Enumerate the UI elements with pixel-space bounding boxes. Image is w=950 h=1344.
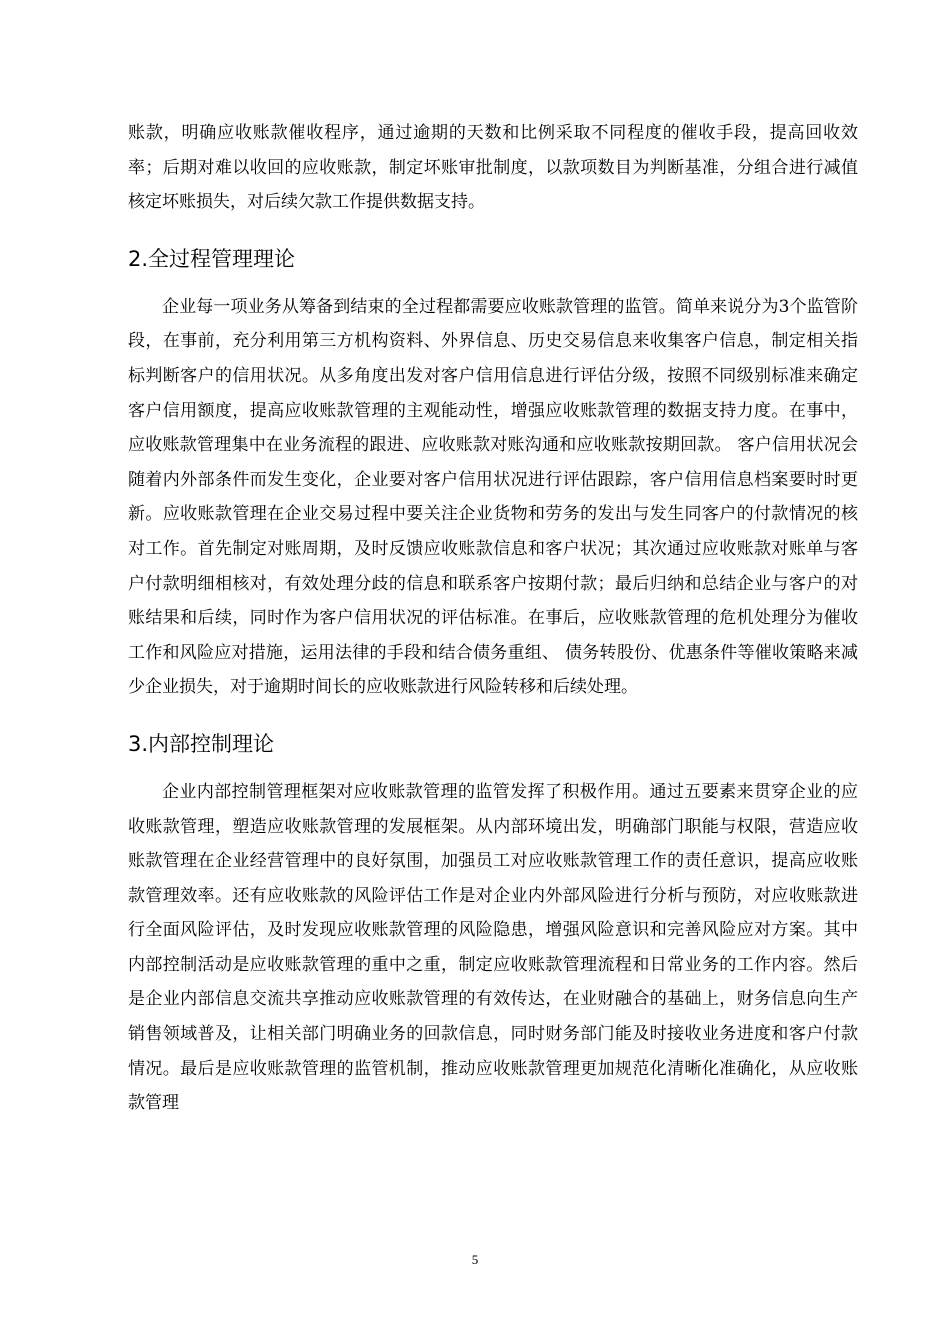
- page-number: 5: [471, 1252, 479, 1267]
- body-paragraph-continued: 账款，明确应收账款催收程序，通过逾期的天数和比例采取不同程度的催收手段，提高回收效率；后期对难以收回的应收账款，制定坏账审批制度，以款项数目为判断基准，分组合进行减值核定坏账损失，对后续欠款工作提供数据支持。: [128, 123, 858, 213]
- body-paragraph-full-process: 企业每一项业务从筹备到结束的全过程都需要应收账款管理的监管。简单来说分为3个监管阶段，在事前，充分利用第三方机构资料、外界信息、历史交易信息来收集客户信息，制定相关指标判断客户的信用状况。从多角度出发对客户信用信息进行评估分级，按照不同级别标准来确定客户信用额度，提高应收账款管理的主观能动性，增强应收账款管理的数据支持力度。在事中，应收账款管理集中在业务流程的跟进、应收账款对账沟通和应收账款按期回款。 客户信用状况会随着内外部条件而发生变化，企业要对客户信用状况进行评估跟踪，客户信用信息档案要时时更新。应收账款管理在企业交易过程中要关注企业货物和劳务的发出与发生同客户的付款情况的核对工作。首先制定对账周期，及时反馈应收账款信息和客户状况；其次通过应收账款对账单与客户付款明细相核对，有效处理分歧的信息和联系客户按期付款；最后归纳和总结企业与客户的对账结果和后续，同时作为客户信用状况的评估标准。在事后，应收账款管理的危机处理分为催收工作和风险应对措施，运用法律的手段和结合债务重组、 债务转股份、优惠条件等催收策略来减少企业损失，对于逾期时间长的应收账款进行风险转移和后续处理。: [128, 296, 858, 698]
- body-paragraph-internal-control: 企业内部控制管理框架对应收账款管理的监管发挥了积极作用。通过五要素来贯穿企业的应收账款管理，塑造应收账款管理的发展框架。从内部环境出发，明确部门职能与权限，营造应收账款管理在企业经营管理中的良好氛围，加强员工对应收账款管理工作的责任意识，提高应收账款管理效率。还有应收账款的风险评估工作是对企业内外部风险进行分析与预防，对应收账款进行全面风险评估，及时发现应收账款管理的风险隐患，增强风险意识和完善风险应对方案。其中内部控制活动是应收账款管理的重中之重，制定应收账款管理流程和日常业务的工作内容。然后是企业内部信息交流共享推动应收账款管理的有效传达，在业财融合的基础上，财务信息向生产销售领域普及，让相关部门明确业务的回款信息，同时财务部门能及时接收业务进度和客户付款情况。最后是应收账款管理的监管机制，推动应收账款管理更加规范化清晰化准确化，从应收账款管理: [128, 781, 858, 1114]
- section-heading-internal-control: 3.内部控制理论: [128, 731, 275, 756]
- section-heading-full-process-management: 2.全过程管理理论: [128, 246, 296, 271]
